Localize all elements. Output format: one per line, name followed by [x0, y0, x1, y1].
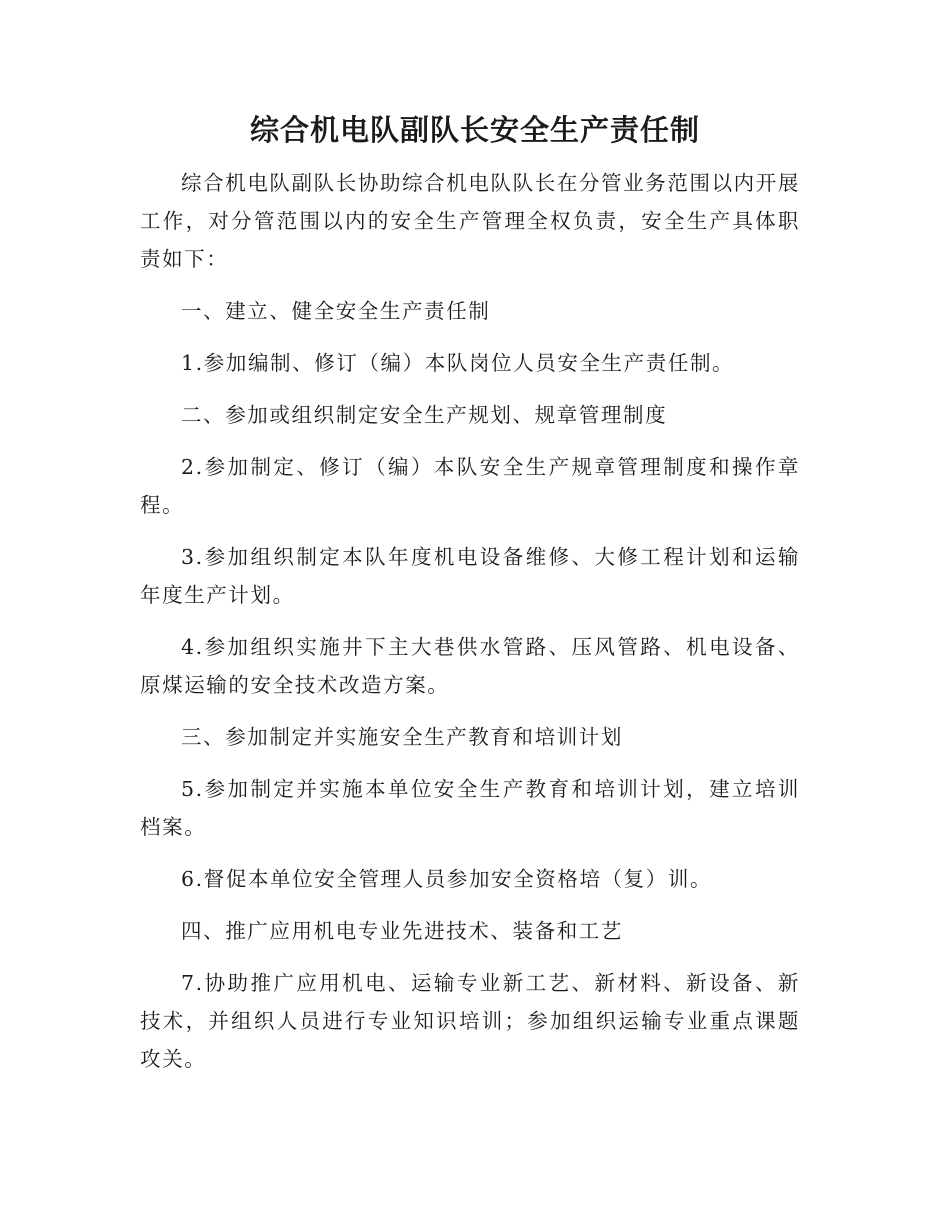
- section-heading-4: 四、推广应用机电专业先进技术、装备和工艺: [181, 919, 623, 943]
- section-heading-2: 二、参加或组织制定安全生产规划、规章管理制度: [181, 403, 668, 427]
- clause-1: 1.参加编制、修订（编）本队岗位人员安全生产责任制。: [181, 351, 735, 375]
- clause-7: 7.协助推广应用机电、运输专业新工艺、新材料、新设备、新技术，并组织人员进行专业知识培训；参加组织运输专业重点课题攻关。: [140, 971, 800, 1071]
- clause-6: 6.督促本单位安全管理人员参加安全资格培（复）训。: [181, 867, 713, 891]
- intro-paragraph: 综合机电队副队长协助综合机电队队长在分管业务范围以内开展工作，对分管范围以内的安全生产管理全权负责，安全生产具体职责如下：: [140, 171, 800, 271]
- clause-4: 4.参加组织实施井下主大巷供水管路、压风管路、机电设备、原煤运输的安全技术改造方案。: [140, 635, 800, 697]
- clause-3: 3.参加组织制定本队年度机电设备维修、大修工程计划和运输年度生产计划。: [140, 545, 800, 607]
- document-body: [140, 164, 800, 1092]
- section-heading-3: 三、参加制定并实施安全生产教育和培训计划: [181, 725, 623, 749]
- document-title: 综合机电队副队长安全生产责任制: [249, 113, 700, 147]
- clause-5: 5.参加制定并实施本单位安全生产教育和培训计划，建立培训档案。: [140, 777, 800, 839]
- clause-2: 2.参加制定、修订（编）本队安全生产规章管理制度和操作章程。: [140, 455, 800, 517]
- section-heading-1: 一、建立、健全安全生产责任制: [181, 299, 491, 323]
